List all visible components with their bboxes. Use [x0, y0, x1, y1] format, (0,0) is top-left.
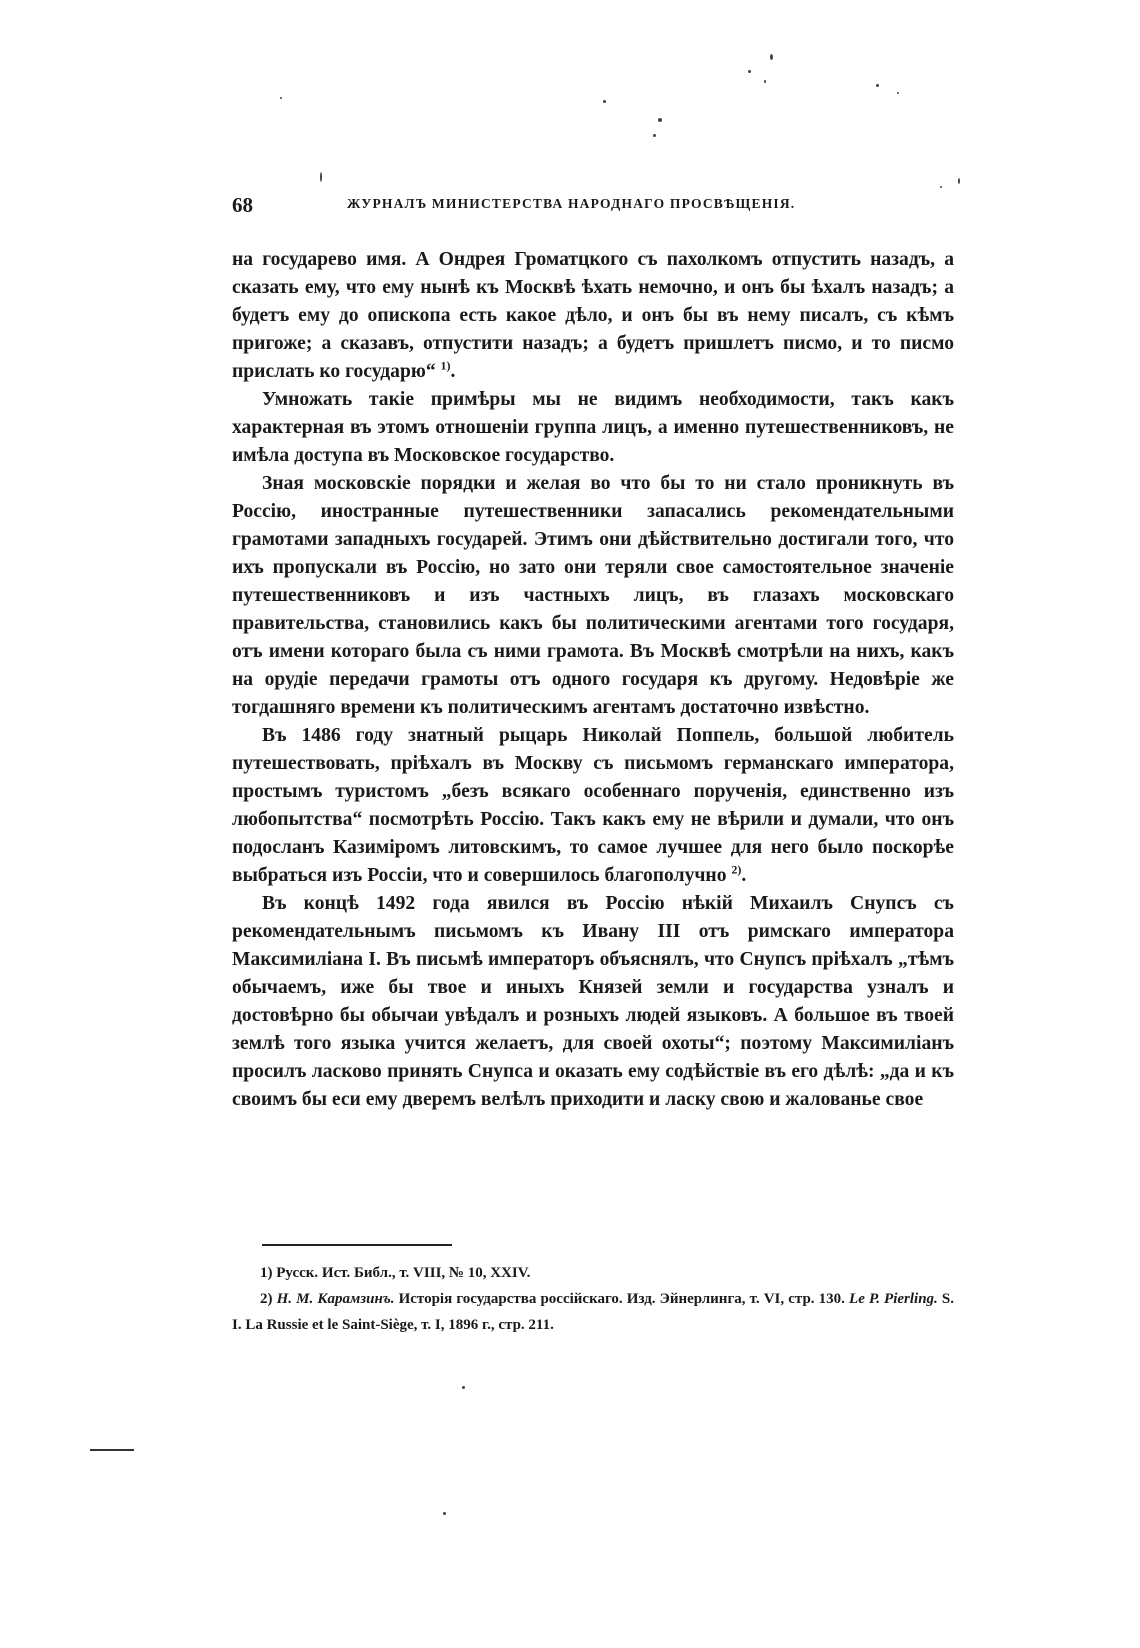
scan-speck [764, 80, 766, 83]
footnote-1: 1) Русск. Ист. Библ., т. VIII, № 10, XXIV. [260, 1265, 531, 1281]
paragraph-text: Въ 1486 году знатный рыцарь Николай Поппель, большой любитель путешествовать, пріѣхалъ въ Москву съ письмомъ германскаго императора, простымъ туристомъ „безъ всякаго особеннаго порученія, единственно изъ любопытства“ посмотрѣть Россію. Такъ какъ ему не вѣрили и думали, что онъ подосланъ Казиміромъ литовскимъ, то самое лучшее для него было поскорѣе выбраться изъ Россіи, что и совершилось благополучно [232, 725, 954, 886]
scan-speck [443, 1512, 446, 1515]
scan-speck [958, 178, 960, 184]
footnote-text: S. I. La Russie et le Saint-Siège, т. I, 1896 г., стр. 211. [232, 1291, 955, 1333]
scan-speck [876, 84, 879, 87]
paragraph-text: на государево имя. А Ондрея Громатцкого съ пахолкомъ отпустить назадъ, а сказать ему, что ему нынѣ къ Москвѣ ѣхать немочно, и онъ бы ѣхалъ назадъ; а будетъ ему до опископа есть какое дѣло, и онъ бы въ нему писалъ, съ кѣмъ пригоже; а сказавъ, отпустити назадъ; а будетъ пришлетъ писмо, и то писмо прислать ко государю“ [232, 249, 954, 382]
scan-speck [897, 92, 899, 94]
scan-speck [748, 70, 751, 73]
paragraph: Зная московскіе порядки и желая во что бы то ни стало проникнуть въ Россію, иностранные путешественники запасались рекомендательными грамотами западныхъ государей. Этимъ они дѣйствительно достигали того, что ихъ пропускали въ Россію, но зато они теряли свое самостоятельное значеніе путешественниковъ и изъ частныхъ лицъ, въ глазахъ московскаго правительства, становились какъ бы политическими агентами того государя, отъ имени котораго была съ ними грамота. Въ Москвѣ смотрѣли на нихъ, какъ на орудіе передачи грамоты отъ одного государя къ другому. Недовѣріе же тогдашняго времени къ политическимъ агентамъ достаточно извѣстно. [232, 473, 954, 718]
scan-speck [770, 54, 773, 60]
scan-speck [940, 186, 942, 188]
scan-speck [462, 1386, 465, 1389]
scan-mark [90, 1449, 134, 1451]
footnote-ref: 2) [731, 862, 742, 877]
running-title: ЖУРНАЛЪ МИНИСТЕРСТВА НАРОДНАГО ПРОСВѢЩЕНІЯ. [347, 196, 796, 211]
paragraph: Умножать такіе примѣры мы не видимъ необходимости, такъ какъ характерная въ этомъ отношеніи группа лицъ, а именно путешественниковъ, не имѣла доступа въ Московское государство. [232, 389, 954, 466]
footnote-author: Le P. Pierling. [849, 1291, 938, 1307]
body-text [232, 246, 954, 1114]
footnote-mark: 2) [260, 1291, 273, 1307]
scan-speck [280, 97, 282, 99]
footnote-ref: 1) [440, 358, 451, 373]
scan-speck [320, 172, 322, 182]
scan-speck [603, 100, 606, 103]
page-header [232, 193, 952, 223]
paragraph: Въ 1486 году знатный рыцарь Николай Поппель, большой любитель путешествовать, пріѣхалъ въ Москву съ письмомъ германскаго императора, простымъ туристомъ „безъ всякаго особеннаго порученія, единственно изъ любопытства“ посмотрѣть Россію. Такъ какъ ему не вѣрили и думали, что онъ подосланъ Казиміромъ литовскимъ, то самое лучшее для него было поскорѣе выбраться изъ Россіи, что и совершилось благополучно $^{2)}$. [232, 725, 954, 886]
paragraph: Въ концѣ 1492 года явился въ Россію нѣкій Михаилъ Снупсъ съ рекомендательнымъ письмомъ къ Ивану III отъ римскаго императора Максимиліана I. Въ письмѣ императоръ объяснялъ, что Снупсъ пріѣхалъ „тѣмъ обычаемъ, иже бы твое и иныхъ Князей земли и государства узналъ и достовѣрно бы обычаи увѣдалъ и розныхъ людей языковъ. А большое въ твоей землѣ того языка учится желаетъ, для своей охоты“; поэтому Максимиліанъ просилъ ласково принять Снупса и оказать ему содѣйствіе въ его дѣлѣ: „да и къ своимъ бы еси ему дверемъ велѣлъ приходити и ласку свою и жалованье свое [232, 893, 954, 1110]
footnote-author: Н. М. Карамзинъ. [276, 1291, 395, 1307]
footnote-divider [262, 1244, 452, 1246]
footnote-2 [232, 1286, 954, 1338]
scan-speck [653, 134, 656, 137]
page-number: 68 [232, 193, 253, 217]
scan-speck [658, 118, 662, 122]
footnote-text: Исторія государства россійскаго. Изд. Эйнерлинга, т. VI, стр. 130. [394, 1291, 850, 1307]
paragraph: на государево имя. А Ондрея Громатцкого съ пахолкомъ отпустить назадъ, а сказать ему, что ему нынѣ къ Москвѣ ѣхать немочно, и онъ бы ѣхалъ назадъ; а будетъ ему до опископа есть какое дѣло, и онъ бы въ нему писалъ, съ кѣмъ пригоже; а сказавъ, отпустити назадъ; а будетъ пришлетъ писмо, и то писмо прислать ко государю“ $^{1)}$. [232, 249, 954, 382]
footnotes [232, 1260, 954, 1338]
